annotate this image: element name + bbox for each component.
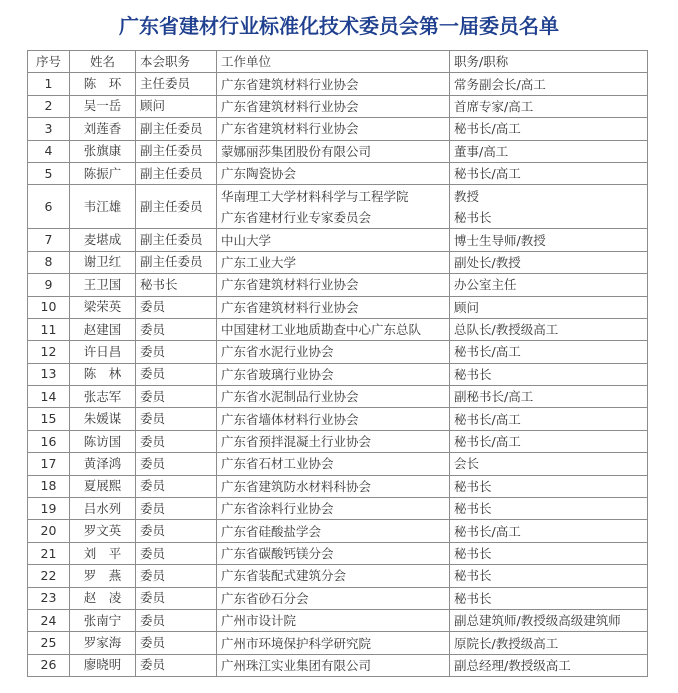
- title-line: 秘书长/高工: [454, 523, 521, 539]
- member-unit: [217, 408, 450, 430]
- member-unit: [217, 475, 450, 497]
- unit-line: 广东省玻璃行业协会: [221, 366, 334, 382]
- table-row: [28, 140, 648, 162]
- member-title: [450, 140, 648, 162]
- member-role: 委员: [136, 318, 217, 340]
- member-title: [450, 520, 648, 542]
- member-name: 赵 凌: [70, 587, 136, 609]
- table-row: [28, 654, 648, 676]
- table-body: [28, 73, 648, 677]
- member-name: 刘莲香: [70, 118, 136, 140]
- row-index: 15: [28, 408, 70, 430]
- member-unit: [217, 118, 450, 140]
- member-title: [450, 318, 648, 340]
- row-index: 9: [28, 274, 70, 296]
- member-unit: [217, 542, 450, 564]
- header-title: 职务/职称: [450, 51, 648, 73]
- unit-line: 广东省建筑材料行业协会: [221, 299, 359, 315]
- member-unit: [217, 73, 450, 95]
- row-index: 20: [28, 520, 70, 542]
- title-line: 原院长/教授级高工: [454, 635, 559, 651]
- row-index: 11: [28, 318, 70, 340]
- row-index: 19: [28, 498, 70, 520]
- unit-line: 广东省建筑防水材料科协会: [221, 478, 372, 494]
- row-index: 26: [28, 654, 70, 676]
- table-row: [28, 73, 648, 95]
- title-line: 秘书长/高工: [454, 411, 521, 427]
- member-title: [450, 229, 648, 251]
- unit-line: 中国建材工业地质勘查中心广东总队: [221, 322, 422, 338]
- member-unit: [217, 341, 450, 363]
- member-name: 夏展熙: [70, 475, 136, 497]
- row-index: 6: [28, 185, 70, 229]
- unit-line: 广州市环境保护科学研究院: [221, 635, 372, 651]
- title-line: 秘书长/高工: [454, 344, 521, 360]
- unit-line: 广东省建筑材料行业协会: [221, 98, 359, 114]
- member-name: 罗 燕: [70, 565, 136, 587]
- row-index: 12: [28, 341, 70, 363]
- member-role: 委员: [136, 609, 217, 631]
- member-name: 梁荣英: [70, 296, 136, 318]
- title-line: 博士生导师/教授: [454, 232, 546, 248]
- unit-line: 广东省涂料行业协会: [221, 501, 334, 517]
- table-row: [28, 318, 648, 340]
- member-unit: [217, 565, 450, 587]
- member-role: 副主任委员: [136, 162, 217, 184]
- table-row: [28, 632, 648, 654]
- member-role: 委员: [136, 654, 217, 676]
- member-role: 委员: [136, 587, 217, 609]
- row-index: 3: [28, 118, 70, 140]
- member-title: [450, 386, 648, 408]
- unit-line: 广东省建筑材料行业协会: [221, 121, 359, 137]
- unit-line: 广东省建筑材料行业协会: [221, 277, 359, 293]
- member-role: 委员: [136, 542, 217, 564]
- member-name: 罗家海: [70, 632, 136, 654]
- member-role: 委员: [136, 475, 217, 497]
- member-name: 吴一岳: [70, 95, 136, 117]
- member-title: [450, 363, 648, 385]
- title-line: 秘书长/高工: [454, 434, 521, 450]
- row-index: 21: [28, 542, 70, 564]
- table-row: [28, 229, 648, 251]
- unit-line: 广州市设计院: [221, 613, 297, 629]
- header-role: 本会职务: [136, 51, 217, 73]
- table-row: [28, 118, 648, 140]
- member-name: 刘 平: [70, 542, 136, 564]
- title-line: 秘书长: [454, 501, 492, 517]
- member-title: [450, 654, 648, 676]
- unit-line: 广东省墙体材料行业协会: [221, 411, 359, 427]
- unit-line: 广东省预拌混凝土行业协会: [221, 434, 372, 450]
- title-line: 办公室主任: [454, 277, 517, 293]
- title-line: 秘书长: [454, 546, 492, 561]
- member-title: [450, 542, 648, 564]
- member-name: 陈访国: [70, 430, 136, 452]
- member-unit: [217, 609, 450, 631]
- unit-line: 中山大学: [221, 232, 272, 248]
- member-title: [450, 251, 648, 273]
- member-role: 委员: [136, 632, 217, 654]
- member-name: 赵建国: [70, 318, 136, 340]
- member-role: 副主任委员: [136, 118, 217, 140]
- member-title: [450, 475, 648, 497]
- table-row: [28, 408, 648, 430]
- title-line: 副秘书长/高工: [454, 389, 534, 405]
- title-line: 秘书长: [454, 478, 492, 494]
- member-name: 陈 林: [70, 363, 136, 385]
- member-name: 廖晓明: [70, 654, 136, 676]
- member-title: [450, 162, 648, 184]
- unit-line: 广东省硅酸盐学会: [221, 523, 322, 539]
- member-title: [450, 498, 648, 520]
- title-line: 首席专家/高工: [454, 98, 534, 114]
- member-role: 委员: [136, 520, 217, 542]
- table-row: [28, 475, 648, 497]
- member-unit: [217, 296, 450, 318]
- unit-line: 广东省碳酸钙镁分会: [221, 546, 334, 561]
- row-index: 16: [28, 430, 70, 452]
- unit-line: 广东省水泥制品行业协会: [221, 389, 359, 405]
- member-name: 罗文英: [70, 520, 136, 542]
- unit-line: 广东省装配式建筑分会: [221, 568, 347, 584]
- row-index: 25: [28, 632, 70, 654]
- member-role: 副主任委员: [136, 229, 217, 251]
- member-name: 吕水列: [70, 498, 136, 520]
- member-name: 许日昌: [70, 341, 136, 363]
- committee-member-table: [27, 50, 648, 677]
- header-index: 序号: [28, 51, 70, 73]
- member-role: 委员: [136, 341, 217, 363]
- unit-line: 广东工业大学: [221, 254, 297, 270]
- title-line: 秘书长: [454, 209, 492, 225]
- table-row: [28, 251, 648, 273]
- unit-line: 广州珠江实业集团有限公司: [221, 657, 372, 673]
- table-row: [28, 341, 648, 363]
- member-role: 副主任委员: [136, 185, 217, 229]
- table-row: [28, 542, 648, 564]
- title-line: 总队长/教授级高工: [454, 322, 559, 338]
- table-row: [28, 185, 648, 229]
- title-line: 副总建筑师/教授级高级建筑师: [454, 613, 621, 629]
- member-unit: [217, 185, 450, 229]
- row-index: 22: [28, 565, 70, 587]
- member-role: 顾问: [136, 95, 217, 117]
- member-title: [450, 609, 648, 631]
- table-row: [28, 565, 648, 587]
- row-index: 14: [28, 386, 70, 408]
- member-unit: [217, 386, 450, 408]
- member-role: 副主任委员: [136, 140, 217, 162]
- member-title: [450, 453, 648, 475]
- member-title: [450, 73, 648, 95]
- title-line: 会长: [454, 456, 480, 472]
- table-row: [28, 363, 648, 385]
- row-index: 4: [28, 140, 70, 162]
- member-title: [450, 632, 648, 654]
- table-header-row: [28, 51, 648, 73]
- row-index: 10: [28, 296, 70, 318]
- row-index: 17: [28, 453, 70, 475]
- unit-line: 广东省水泥行业协会: [221, 344, 334, 360]
- member-role: 委员: [136, 565, 217, 587]
- member-unit: [217, 318, 450, 340]
- member-unit: [217, 498, 450, 520]
- member-unit: [217, 632, 450, 654]
- title-line: 副总经理/教授级高工: [454, 657, 571, 673]
- table-row: [28, 95, 648, 117]
- title-line: 秘书长: [454, 568, 492, 584]
- member-name: 王卫国: [70, 274, 136, 296]
- member-unit: [217, 654, 450, 676]
- member-name: 谢卫红: [70, 251, 136, 273]
- row-index: 8: [28, 251, 70, 273]
- row-index: 13: [28, 363, 70, 385]
- member-title: [450, 341, 648, 363]
- member-role: 委员: [136, 363, 217, 385]
- row-index: 2: [28, 95, 70, 117]
- title-line: 教授: [454, 188, 480, 204]
- member-name: 朱媛谋: [70, 408, 136, 430]
- table-row: [28, 386, 648, 408]
- title-line: 常务副会长/高工: [454, 76, 546, 92]
- member-role: 委员: [136, 296, 217, 318]
- member-unit: [217, 162, 450, 184]
- unit-line: 蒙娜丽莎集团股份有限公司: [221, 143, 372, 159]
- unit-line: 广东省砂石分会: [221, 590, 309, 606]
- page-title: 广东省建材行业标准化技术委员会第一届委员名单: [119, 14, 559, 38]
- member-unit: [217, 430, 450, 452]
- row-index: 18: [28, 475, 70, 497]
- member-name: 陈振广: [70, 162, 136, 184]
- table-row: [28, 162, 648, 184]
- member-title: [450, 274, 648, 296]
- header-unit: 工作单位: [217, 51, 450, 73]
- member-role: 委员: [136, 453, 217, 475]
- table-row: [28, 520, 648, 542]
- table-row: [28, 274, 648, 296]
- member-unit: [217, 363, 450, 385]
- title-line: 副处长/教授: [454, 254, 521, 270]
- table-row: [28, 587, 648, 609]
- row-index: 23: [28, 587, 70, 609]
- member-name: 张志军: [70, 386, 136, 408]
- member-title: [450, 565, 648, 587]
- member-unit: [217, 587, 450, 609]
- title-line: 董事/高工: [454, 143, 509, 159]
- row-index: 1: [28, 73, 70, 95]
- table-row: [28, 609, 648, 631]
- table-row: [28, 453, 648, 475]
- title-line: 顾问: [454, 299, 480, 315]
- member-unit: [217, 274, 450, 296]
- row-index: 24: [28, 609, 70, 631]
- member-name: 陈 环: [70, 73, 136, 95]
- member-unit: [217, 453, 450, 475]
- member-role: 委员: [136, 386, 217, 408]
- row-index: 7: [28, 229, 70, 251]
- member-role: 副主任委员: [136, 251, 217, 273]
- table-row: [28, 498, 648, 520]
- member-title: [450, 185, 648, 229]
- member-title: [450, 587, 648, 609]
- member-role: 委员: [136, 430, 217, 452]
- member-role: 委员: [136, 408, 217, 430]
- member-unit: [217, 140, 450, 162]
- member-unit: [217, 520, 450, 542]
- member-title: [450, 296, 648, 318]
- table-row: [28, 296, 648, 318]
- member-role: 委员: [136, 498, 217, 520]
- row-index: 5: [28, 162, 70, 184]
- title-line: 秘书长: [454, 366, 492, 382]
- member-title: [450, 118, 648, 140]
- member-title: [450, 430, 648, 452]
- unit-line: 广东省建筑材料行业协会: [221, 76, 359, 92]
- header-name: 姓名: [70, 51, 136, 73]
- member-title: [450, 408, 648, 430]
- member-name: 麦堪成: [70, 229, 136, 251]
- member-unit: [217, 95, 450, 117]
- title-line: 秘书长/高工: [454, 121, 521, 137]
- member-name: 黄泽鸿: [70, 453, 136, 475]
- title-line: 秘书长: [454, 590, 492, 606]
- unit-line: 华南理工大学材料科学与工程学院: [221, 188, 409, 204]
- unit-line: 广东省石材工业协会: [221, 456, 334, 472]
- member-title: [450, 95, 648, 117]
- unit-line: 广东省建材行业专家委员会: [221, 209, 372, 225]
- member-name: 张旗康: [70, 140, 136, 162]
- member-unit: [217, 229, 450, 251]
- member-name: 韦江雄: [70, 185, 136, 229]
- member-role: 主任委员: [136, 73, 217, 95]
- title-line: 秘书长/高工: [454, 166, 521, 182]
- member-role: 秘书长: [136, 274, 217, 296]
- member-name: 张南宁: [70, 609, 136, 631]
- unit-line: 广东陶瓷协会: [221, 166, 297, 182]
- member-unit: [217, 251, 450, 273]
- table-row: [28, 430, 648, 452]
